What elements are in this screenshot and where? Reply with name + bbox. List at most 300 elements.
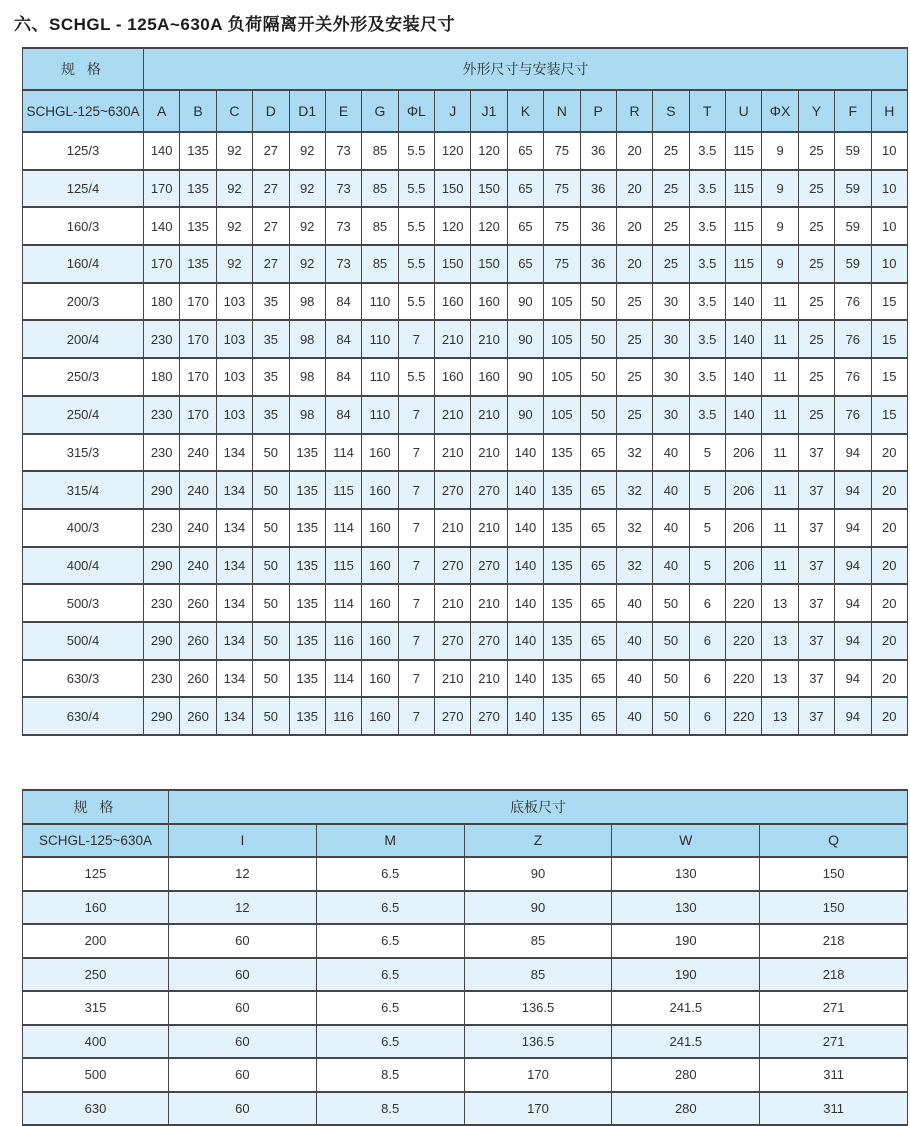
value-cell: 135 [289, 471, 325, 509]
value-cell: 65 [507, 132, 543, 170]
table-row [23, 509, 908, 547]
value-cell: 76 [835, 396, 871, 434]
value-cell: 120 [435, 132, 471, 170]
value-cell: 140 [726, 358, 762, 396]
value-cell: 9 [762, 132, 798, 170]
value-cell: 190 [612, 924, 760, 958]
value-cell: 85 [362, 207, 398, 245]
column-header: Q [760, 824, 908, 858]
value-cell: 135 [544, 660, 580, 698]
value-cell: 94 [835, 584, 871, 622]
column-header: C [216, 90, 252, 132]
value-cell: 5 [689, 547, 725, 585]
value-cell: 135 [289, 622, 325, 660]
spec-cell: 630 [23, 1092, 169, 1126]
value-cell: 230 [144, 660, 180, 698]
value-cell: 120 [471, 132, 507, 170]
value-cell: 105 [544, 283, 580, 321]
value-cell: 94 [835, 509, 871, 547]
value-cell: 135 [544, 697, 580, 735]
value-cell: 206 [726, 547, 762, 585]
value-cell: 98 [289, 396, 325, 434]
value-cell: 25 [798, 245, 834, 283]
value-cell: 9 [762, 245, 798, 283]
table-row [23, 660, 908, 698]
column-header: B [180, 90, 216, 132]
value-cell: 5.5 [398, 207, 434, 245]
value-cell: 60 [169, 1092, 317, 1126]
value-cell: 135 [544, 471, 580, 509]
value-cell: 116 [325, 622, 361, 660]
value-cell: 140 [726, 320, 762, 358]
value-cell: 25 [616, 320, 652, 358]
value-cell: 50 [653, 660, 689, 698]
value-cell: 311 [760, 1058, 908, 1092]
value-cell: 7 [398, 434, 434, 472]
value-cell: 59 [835, 132, 871, 170]
spec-header-label: 规 格 [23, 48, 144, 90]
column-header: S [653, 90, 689, 132]
page-title: 六、SCHGL - 125A~630A 负荷隔离开关外形及安装尺寸 [14, 15, 456, 34]
value-cell: 13 [762, 584, 798, 622]
value-cell: 230 [144, 320, 180, 358]
value-cell: 10 [871, 132, 908, 170]
spec-cell: 315/3 [23, 434, 144, 472]
value-cell: 150 [471, 170, 507, 208]
value-cell: 114 [325, 660, 361, 698]
value-cell: 85 [362, 245, 398, 283]
spec-cell: 500/3 [23, 584, 144, 622]
value-cell: 120 [471, 207, 507, 245]
value-cell: 20 [871, 584, 908, 622]
value-cell: 20 [871, 660, 908, 698]
value-cell: 160 [362, 660, 398, 698]
table-row [23, 958, 908, 992]
value-cell: 180 [144, 283, 180, 321]
value-cell: 220 [726, 584, 762, 622]
value-cell: 7 [398, 509, 434, 547]
value-cell: 270 [435, 697, 471, 735]
value-cell: 11 [762, 547, 798, 585]
value-cell: 13 [762, 622, 798, 660]
value-cell: 92 [216, 245, 252, 283]
value-cell: 160 [362, 547, 398, 585]
value-cell: 7 [398, 547, 434, 585]
value-cell: 36 [580, 207, 616, 245]
value-cell: 75 [544, 245, 580, 283]
value-cell: 76 [835, 320, 871, 358]
dimension-table [22, 47, 908, 736]
spec-cell: 160/3 [23, 207, 144, 245]
column-header: I [169, 824, 317, 858]
value-cell: 65 [507, 245, 543, 283]
value-cell: 103 [216, 358, 252, 396]
value-cell: 3.5 [689, 245, 725, 283]
value-cell: 50 [253, 622, 289, 660]
value-cell: 65 [580, 434, 616, 472]
value-cell: 290 [144, 622, 180, 660]
value-cell: 140 [507, 584, 543, 622]
value-cell: 98 [289, 320, 325, 358]
value-cell: 7 [398, 622, 434, 660]
model-label: SCHGL-125~630A [23, 90, 144, 132]
value-cell: 27 [253, 132, 289, 170]
value-cell: 60 [169, 1025, 317, 1059]
value-cell: 20 [871, 509, 908, 547]
value-cell: 270 [471, 547, 507, 585]
value-cell: 15 [871, 283, 908, 321]
value-cell: 25 [616, 283, 652, 321]
value-cell: 30 [653, 320, 689, 358]
table-row [23, 547, 908, 585]
column-header: A [144, 90, 180, 132]
value-cell: 6 [689, 584, 725, 622]
value-cell: 103 [216, 320, 252, 358]
spec-cell: 500 [23, 1058, 169, 1092]
value-cell: 130 [612, 891, 760, 925]
value-cell: 210 [471, 509, 507, 547]
value-cell: 260 [180, 660, 216, 698]
value-cell: 140 [507, 622, 543, 660]
value-cell: 27 [253, 245, 289, 283]
value-cell: 6 [689, 660, 725, 698]
table-row [23, 471, 908, 509]
value-cell: 134 [216, 697, 252, 735]
table-row [23, 358, 908, 396]
value-cell: 50 [253, 660, 289, 698]
value-cell: 90 [464, 891, 612, 925]
value-cell: 3.5 [689, 207, 725, 245]
value-cell: 270 [471, 697, 507, 735]
value-cell: 75 [544, 207, 580, 245]
value-cell: 5.5 [398, 170, 434, 208]
value-cell: 30 [653, 283, 689, 321]
spec-cell: 200/3 [23, 283, 144, 321]
value-cell: 50 [253, 471, 289, 509]
value-cell: 116 [325, 697, 361, 735]
value-cell: 134 [216, 660, 252, 698]
column-header: ΦL [398, 90, 434, 132]
value-cell: 35 [253, 396, 289, 434]
value-cell: 35 [253, 283, 289, 321]
value-cell: 37 [798, 509, 834, 547]
value-cell: 150 [760, 857, 908, 891]
column-header: J [435, 90, 471, 132]
value-cell: 280 [612, 1092, 760, 1126]
value-cell: 5.5 [398, 358, 434, 396]
value-cell: 25 [798, 283, 834, 321]
value-cell: 3.5 [689, 283, 725, 321]
table-row [23, 434, 908, 472]
value-cell: 90 [507, 283, 543, 321]
model-label: SCHGL-125~630A [23, 824, 169, 858]
value-cell: 206 [726, 509, 762, 547]
value-cell: 40 [653, 471, 689, 509]
group-header-label: 外形尺寸与安装尺寸 [144, 48, 908, 90]
value-cell: 206 [726, 471, 762, 509]
value-cell: 15 [871, 396, 908, 434]
value-cell: 9 [762, 170, 798, 208]
value-cell: 37 [798, 660, 834, 698]
value-cell: 50 [253, 697, 289, 735]
table-row [23, 1092, 908, 1126]
value-cell: 110 [362, 396, 398, 434]
value-cell: 65 [507, 170, 543, 208]
value-cell: 40 [616, 660, 652, 698]
column-header: K [507, 90, 543, 132]
value-cell: 37 [798, 471, 834, 509]
value-cell: 115 [325, 547, 361, 585]
spec-cell: 125/3 [23, 132, 144, 170]
value-cell: 92 [216, 207, 252, 245]
value-cell: 210 [471, 584, 507, 622]
value-cell: 40 [653, 509, 689, 547]
value-cell: 20 [871, 471, 908, 509]
value-cell: 140 [507, 697, 543, 735]
value-cell: 32 [616, 471, 652, 509]
value-cell: 170 [180, 358, 216, 396]
value-cell: 59 [835, 207, 871, 245]
value-cell: 5.5 [398, 283, 434, 321]
value-cell: 27 [253, 170, 289, 208]
value-cell: 36 [580, 170, 616, 208]
column-header: E [325, 90, 361, 132]
value-cell: 140 [507, 434, 543, 472]
value-cell: 260 [180, 622, 216, 660]
value-cell: 92 [289, 245, 325, 283]
value-cell: 135 [289, 434, 325, 472]
value-cell: 218 [760, 958, 908, 992]
value-cell: 84 [325, 283, 361, 321]
value-cell: 50 [580, 358, 616, 396]
value-cell: 60 [169, 924, 317, 958]
value-cell: 135 [180, 170, 216, 208]
dimension-table-header [23, 48, 908, 132]
value-cell: 94 [835, 697, 871, 735]
value-cell: 20 [871, 434, 908, 472]
column-header: N [544, 90, 580, 132]
value-cell: 271 [760, 1025, 908, 1059]
value-cell: 240 [180, 434, 216, 472]
table-row [23, 891, 908, 925]
value-cell: 140 [507, 547, 543, 585]
value-cell: 50 [653, 697, 689, 735]
spec-cell: 400/3 [23, 509, 144, 547]
value-cell: 73 [325, 170, 361, 208]
value-cell: 98 [289, 283, 325, 321]
value-cell: 5 [689, 471, 725, 509]
value-cell: 3.5 [689, 132, 725, 170]
value-cell: 32 [616, 509, 652, 547]
value-cell: 160 [435, 358, 471, 396]
value-cell: 150 [471, 245, 507, 283]
value-cell: 270 [435, 622, 471, 660]
value-cell: 65 [580, 471, 616, 509]
table-row [23, 924, 908, 958]
value-cell: 160 [471, 283, 507, 321]
value-cell: 92 [289, 132, 325, 170]
value-cell: 37 [798, 547, 834, 585]
value-cell: 135 [544, 584, 580, 622]
value-cell: 35 [253, 320, 289, 358]
value-cell: 90 [464, 857, 612, 891]
value-cell: 220 [726, 697, 762, 735]
value-cell: 170 [464, 1058, 612, 1092]
value-cell: 6.5 [316, 924, 464, 958]
table-row [23, 697, 908, 735]
value-cell: 13 [762, 660, 798, 698]
value-cell: 27 [253, 207, 289, 245]
value-cell: 110 [362, 283, 398, 321]
value-cell: 65 [580, 622, 616, 660]
value-cell: 150 [435, 245, 471, 283]
value-cell: 136.5 [464, 1025, 612, 1059]
value-cell: 135 [289, 547, 325, 585]
value-cell: 25 [653, 170, 689, 208]
table-row [23, 1025, 908, 1059]
value-cell: 241.5 [612, 991, 760, 1025]
value-cell: 11 [762, 396, 798, 434]
value-cell: 85 [362, 132, 398, 170]
value-cell: 135 [180, 207, 216, 245]
column-header: J1 [471, 90, 507, 132]
spec-cell: 400 [23, 1025, 169, 1059]
value-cell: 59 [835, 170, 871, 208]
value-cell: 135 [289, 584, 325, 622]
column-header: H [871, 90, 908, 132]
value-cell: 73 [325, 245, 361, 283]
value-cell: 160 [471, 358, 507, 396]
column-header: ΦX [762, 90, 798, 132]
value-cell: 6.5 [316, 1025, 464, 1059]
spec-cell: 500/4 [23, 622, 144, 660]
value-cell: 170 [180, 283, 216, 321]
value-cell: 20 [616, 132, 652, 170]
value-cell: 280 [612, 1058, 760, 1092]
value-cell: 50 [580, 283, 616, 321]
value-cell: 134 [216, 547, 252, 585]
value-cell: 35 [253, 358, 289, 396]
value-cell: 90 [507, 396, 543, 434]
value-cell: 90 [507, 358, 543, 396]
column-header: Y [798, 90, 834, 132]
value-cell: 32 [616, 434, 652, 472]
value-cell: 240 [180, 509, 216, 547]
value-cell: 160 [362, 434, 398, 472]
table-row [23, 320, 908, 358]
value-cell: 210 [435, 584, 471, 622]
column-header: D [253, 90, 289, 132]
value-cell: 160 [362, 584, 398, 622]
value-cell: 290 [144, 547, 180, 585]
value-cell: 3.5 [689, 396, 725, 434]
value-cell: 50 [253, 584, 289, 622]
value-cell: 9 [762, 207, 798, 245]
value-cell: 210 [435, 396, 471, 434]
table-row [23, 396, 908, 434]
value-cell: 140 [726, 396, 762, 434]
value-cell: 50 [653, 584, 689, 622]
value-cell: 13 [762, 697, 798, 735]
value-cell: 25 [798, 358, 834, 396]
value-cell: 135 [289, 509, 325, 547]
value-cell: 120 [435, 207, 471, 245]
value-cell: 10 [871, 170, 908, 208]
value-cell: 210 [435, 660, 471, 698]
value-cell: 210 [471, 396, 507, 434]
value-cell: 50 [580, 396, 616, 434]
value-cell: 105 [544, 358, 580, 396]
value-cell: 11 [762, 471, 798, 509]
value-cell: 3.5 [689, 170, 725, 208]
value-cell: 50 [253, 547, 289, 585]
value-cell: 25 [798, 207, 834, 245]
value-cell: 50 [253, 434, 289, 472]
value-cell: 270 [435, 547, 471, 585]
value-cell: 60 [169, 958, 317, 992]
value-cell: 65 [507, 207, 543, 245]
value-cell: 260 [180, 697, 216, 735]
value-cell: 20 [871, 697, 908, 735]
value-cell: 170 [464, 1092, 612, 1126]
spec-cell: 315/4 [23, 471, 144, 509]
column-header: F [835, 90, 871, 132]
column-header: R [616, 90, 652, 132]
value-cell: 270 [471, 471, 507, 509]
value-cell: 114 [325, 509, 361, 547]
value-cell: 134 [216, 584, 252, 622]
value-cell: 3.5 [689, 320, 725, 358]
value-cell: 15 [871, 358, 908, 396]
base-plate-table-body [23, 857, 908, 1125]
value-cell: 10 [871, 207, 908, 245]
value-cell: 40 [653, 547, 689, 585]
column-header: Z [464, 824, 612, 858]
value-cell: 94 [835, 471, 871, 509]
value-cell: 25 [653, 207, 689, 245]
value-cell: 25 [798, 320, 834, 358]
value-cell: 150 [760, 891, 908, 925]
value-cell: 92 [216, 170, 252, 208]
value-cell: 75 [544, 170, 580, 208]
value-cell: 140 [507, 471, 543, 509]
value-cell: 160 [435, 283, 471, 321]
value-cell: 6.5 [316, 958, 464, 992]
value-cell: 92 [289, 207, 325, 245]
value-cell: 7 [398, 320, 434, 358]
table-row [23, 170, 908, 208]
value-cell: 230 [144, 584, 180, 622]
value-cell: 160 [362, 697, 398, 735]
value-cell: 105 [544, 320, 580, 358]
value-cell: 8.5 [316, 1058, 464, 1092]
column-header: D1 [289, 90, 325, 132]
column-header: M [316, 824, 464, 858]
value-cell: 94 [835, 547, 871, 585]
value-cell: 37 [798, 622, 834, 660]
value-cell: 32 [616, 547, 652, 585]
value-cell: 7 [398, 697, 434, 735]
value-cell: 170 [144, 170, 180, 208]
value-cell: 140 [726, 283, 762, 321]
table-row [23, 1058, 908, 1092]
value-cell: 65 [580, 584, 616, 622]
column-header: U [726, 90, 762, 132]
value-cell: 25 [653, 132, 689, 170]
value-cell: 135 [544, 622, 580, 660]
value-cell: 20 [616, 207, 652, 245]
value-cell: 136.5 [464, 991, 612, 1025]
